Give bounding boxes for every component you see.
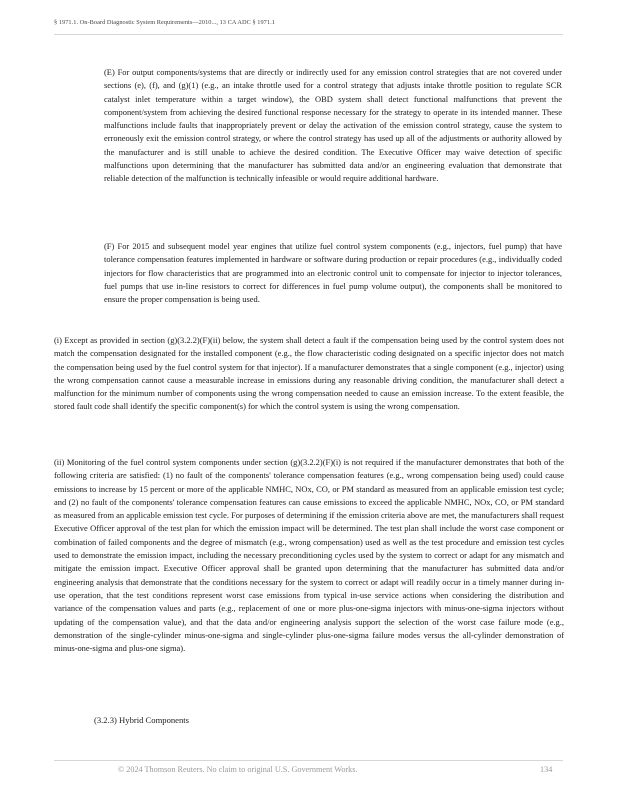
footer-divider (54, 760, 563, 761)
running-header: § 1971.1. On-Board Diagnostic System Requirements—2010..., 13 CA ADC § 1971.1 (54, 19, 275, 26)
paragraph-i-compensation-fault: (i) Except as provided in section (g)(3.2.2)(F)(ii) below, the system shall detect a fault if the compensation being used by the control system does not match the compensation designated for the installed component (e.g., the flow characteristic coding designated on a specific injector does not match the compensation being used by the fuel control system for that injector). If a manufacturer demonstrates that a single component (e.g., injector) using the wrong compensation cannot cause a measurable increase in emissions during any reasonable driving condition, the manufacturer shall detect a malfunction for the minimum number of components using the wrong compensation needed to cause an emission increase. To the extent feasible, the stored fault code shall identify the specific component(s) for which the control system is using the wrong compensation. (54, 335, 564, 412)
paragraph-ii-monitoring-exemption: (ii) Monitoring of the fuel control system components under section (g)(3.2.2)(F)(i) is not required if the manufacturer demonstrates that both of the following criteria are satisfied: (1) no fault of the components' tolerance compensation features (e.g., wrong compensation being used) could cause emissions to increase by 15 percent or more of the applicable NMHC, NOx, CO, or PM standard as measured from an applicable emission test cycle; and (2) no fault of the components' tolerance compensation features can cause emissions to exceed the applicable NMHC, NOx, CO, or PM standard as measured from an applicable emission test cycle. For purposes of determining if the emission criteria above are met, the manufacturers shall request Executive Officer approval of the test plan for which the emission impact will be determined. The test plan shall include the worst case component or combination of failed components and the degree of mismatch (e.g., wrong compensation) used as well as the test procedure and emission test cycles used to demonstrate the emission impact, including the necessary preconditioning cycles used by the system to correct or adapt for any mismatch and mitigate the emission impact. Executive Officer approval shall be granted upon determining that the manufacturer has submitted data and/or engineering analysis that demonstrate that the conditions necessary for the system to correct or adapt will readily occur in a timely manner during in-use operation, that the test conditions represent worst case emissions from typical in-use service actions when considering the distribution and variance of the compensation values and parts (e.g., replacement of one or more plus-one-sigma injectors with minus-one-sigma injectors without updating of the compensation value), and that the data and/or engineering analysis support the selection of the worst case failure mode (e.g., demonstration of the single-cylinder minus-one-sigma and single-cylinder plus-one-sigma failure modes versus the all-cylinder demonstration of minus-one-sigma and plus-one sigma). (54, 457, 564, 654)
paragraph-e-output-components: (E) For output components/systems that are directly or indirectly used for any emission control strategies that are not covered under sections (e), (f), and (g)(1) (e.g., an intake throttle used for a control strategy that adjusts intake throttle position to regulate SCR catalyst inlet temperature within a target window), the OBD system shall detect functional malfunctions that prevent the component/system from achieving the desired functional response necessary for the strategy to operate in its intended manner. These malfunctions include faults that inappropriately prevent or delay the activation of the emission control strategy, cause the system to erroneously exit the emission control strategy, or where the control strategy has used up all of the adjustments or authority allowed by the manufacturer and is still unable to achieve the desired condition. The Executive Officer may waive detection of specific malfunctions upon determining that the manufacturer has submitted data and/or an engineering evaluation that demonstrate that reliable detection of the malfunction is technically infeasible or would require additional hardware. (104, 67, 562, 184)
page-number: 134 (540, 765, 553, 774)
section-heading-hybrid-components: (3.2.3) Hybrid Components (94, 715, 190, 725)
footer-copyright: © 2024 Thomson Reuters. No claim to original U.S. Government Works. (118, 765, 358, 774)
header-divider (54, 34, 563, 35)
paragraph-f-fuel-control-components: (F) For 2015 and subsequent model year engines that utilize fuel control system components (e.g., injectors, fuel pump) that have tolerance compensation features implemented in hardware or software during production or repair procedures (e.g., individually coded injectors for flow characteristics that are programmed into an electronic control unit to compensate for injector to injector tolerances, fuel pumps that use in-line resistors to correct for differences in fuel pump volume output), the components shall be monitored to ensure the proper compensation is being used. (104, 241, 562, 305)
